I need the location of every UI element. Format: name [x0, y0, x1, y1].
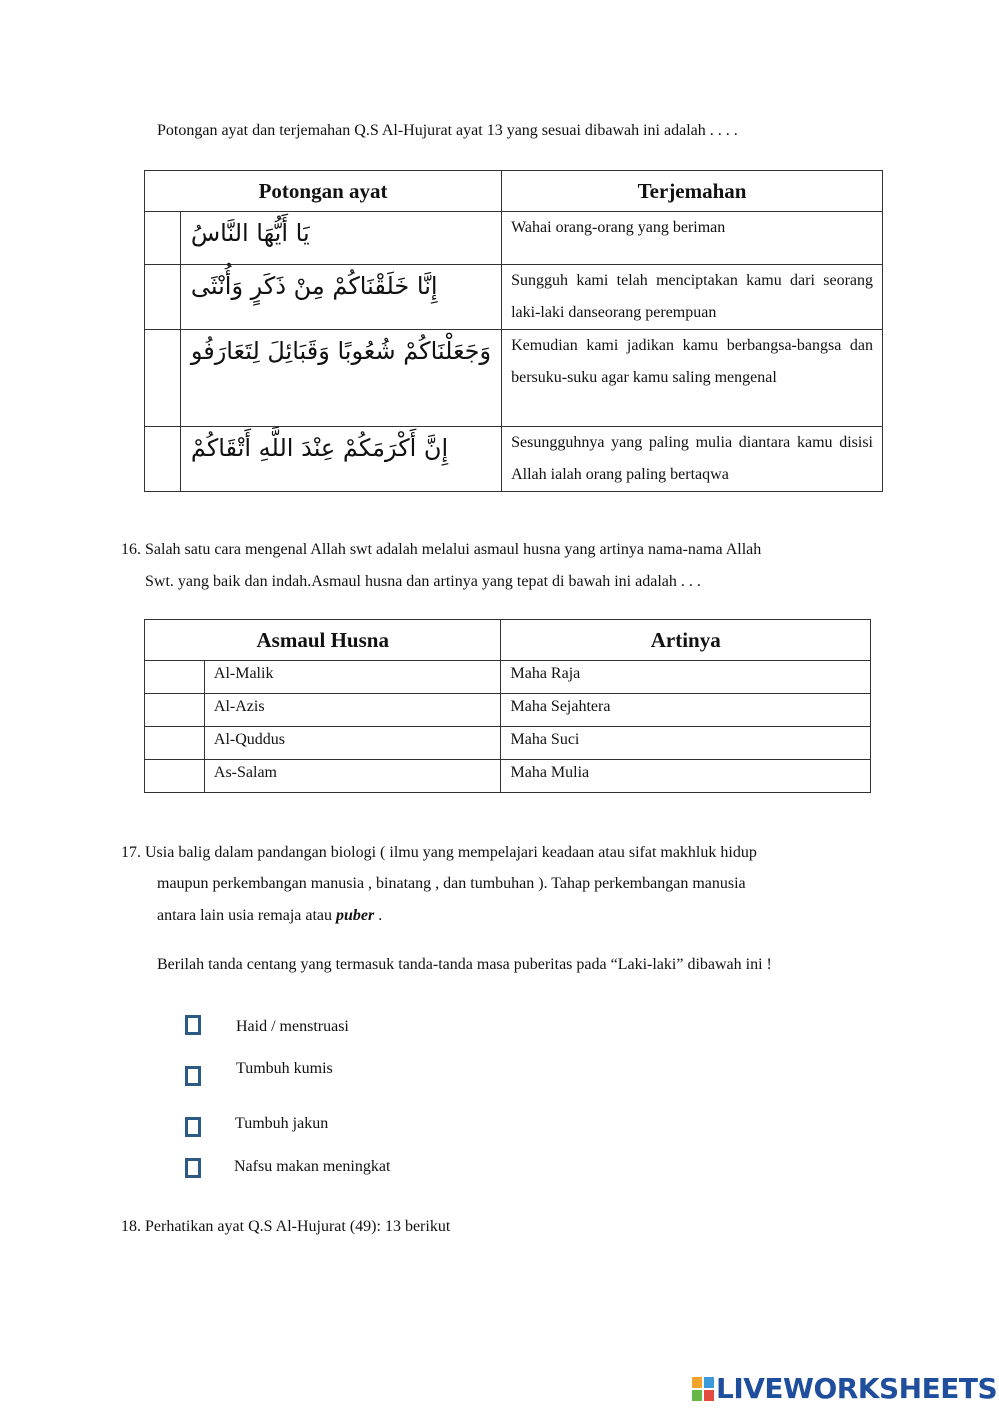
terjemahan-cell: Sesungguhnya yang paling mulia diantara kamu disisi Allah ialah orang paling bertaqwa — [502, 427, 883, 492]
asmaul-husna-table — [144, 619, 871, 793]
answer-cell[interactable] — [145, 427, 181, 492]
header-artinya: Artinya — [501, 620, 871, 661]
q18-text: 18. Perhatikan ayat Q.S Al-Hujurat (49): 13 berikut — [121, 1218, 451, 1235]
answer-cell[interactable] — [145, 330, 181, 427]
option-kumis-label: Tumbuh kumis — [236, 1060, 333, 1077]
ayat-cell: إِنَّ أَكْرَمَكُمْ عِنْدَ اللَّهِ أَتْقَاكُمْ — [180, 427, 501, 492]
terjemahan-cell: Kemudian kami jadikan kamu berbangsa-bangsa dan bersuku-suku agar kamu saling mengenal — [502, 330, 883, 427]
checkbox-haid[interactable] — [185, 1015, 201, 1035]
liveworksheets-logo: LIVEWORKSHEETS — [716, 1372, 998, 1405]
answer-cell[interactable] — [145, 212, 181, 265]
asmaul-husna-cell: Al-Azis — [204, 694, 501, 727]
artinya-cell: Maha Sejahtera — [501, 694, 871, 727]
option-haid-label: Haid / menstruasi — [236, 1018, 349, 1035]
header-potongan-ayat: Potongan ayat — [145, 171, 502, 212]
answer-cell[interactable] — [145, 727, 205, 760]
q17-line3-text: antara lain usia remaja atau — [157, 907, 337, 924]
artinya-cell: Maha Mulia — [501, 760, 871, 793]
option-nafsu-makan-label: Nafsu makan meningkat — [234, 1158, 391, 1175]
answer-cell[interactable] — [145, 760, 205, 793]
header-terjemahan: Terjemahan — [502, 171, 883, 212]
asmaul-husna-cell: As-Salam — [204, 760, 501, 793]
checkbox-jakun[interactable] — [185, 1117, 201, 1137]
table-row — [145, 661, 871, 694]
table-row — [145, 760, 871, 793]
table-row — [145, 727, 871, 760]
table-row — [145, 694, 871, 727]
table-row — [145, 427, 883, 492]
q15-intro: Potongan ayat dan terjemahan Q.S Al-Hujurat ayat 13 yang sesuai dibawah ini adalah . . . . — [157, 122, 738, 139]
q17-line1: 17. Usia balig dalam pandangan biologi ( ilmu yang mempelajari keadaan atau sifat makhluk hidup — [121, 844, 757, 861]
ayat-table — [144, 170, 883, 492]
checkbox-kumis[interactable] — [185, 1066, 201, 1086]
answer-cell[interactable] — [145, 265, 181, 330]
answer-cell[interactable] — [145, 661, 205, 694]
terjemahan-cell: Wahai orang-orang yang beriman — [502, 212, 883, 265]
table-row — [145, 265, 883, 330]
ayat-cell: يَا أَيُّهَا النَّاسُ — [180, 212, 501, 265]
q16-line1: 16. Salah satu cara mengenal Allah swt adalah melalui asmaul husna yang artinya nama-nama Allah — [121, 541, 762, 558]
q16-line2: Swt. yang baik dan indah.Asmaul husna dan artinya yang tepat di bawah ini adalah . . . — [145, 573, 701, 590]
asmaul-husna-cell: Al-Malik — [204, 661, 501, 694]
table-row — [145, 212, 883, 265]
q17-line2: maupun perkembangan manusia , binatang , dan tumbuhan ). Tahap perkembangan manusia — [157, 875, 746, 892]
ayat-cell: وَجَعَلْنَاكُمْ شُعُوبًا وَقَبَائِلَ لِتَعَارَفُو — [180, 330, 501, 427]
liveworksheets-logo-icon — [692, 1377, 714, 1401]
option-jakun-label: Tumbuh jakun — [235, 1115, 329, 1132]
checkbox-nafsu-makan[interactable] — [185, 1158, 201, 1178]
q17-emphasis: puber — [336, 907, 375, 924]
header-asmaul-husna: Asmaul Husna — [145, 620, 501, 661]
q17-line3 — [157, 906, 382, 926]
asmaul-husna-cell: Al-Quddus — [204, 727, 501, 760]
q17-instruction: Berilah tanda centang yang termasuk tanda-tanda masa puberitas pada “Laki-laki” dibawah ini ! — [157, 956, 772, 973]
terjemahan-cell: Sungguh kami telah menciptakan kamu dari seorang laki-laki danseorang perempuan — [502, 265, 883, 330]
artinya-cell: Maha Suci — [501, 727, 871, 760]
artinya-cell: Maha Raja — [501, 661, 871, 694]
answer-cell[interactable] — [145, 694, 205, 727]
ayat-cell: إِنَّا خَلَقْنَاكُمْ مِنْ ذَكَرٍ وَأُنْثَى — [180, 265, 501, 330]
q17-line3-end: . — [374, 907, 383, 924]
table-row — [145, 330, 883, 427]
